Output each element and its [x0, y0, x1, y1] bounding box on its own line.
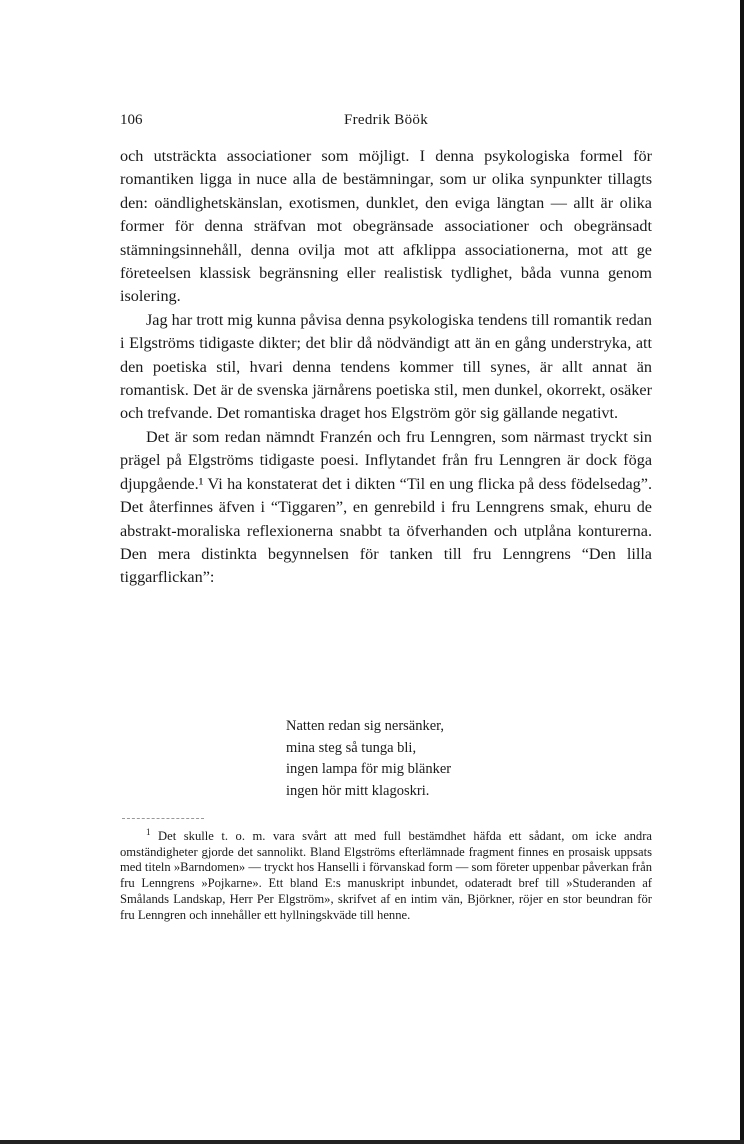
- running-head: Fredrik Böök: [343, 112, 428, 128]
- poem-line: Natten redan sig nersänker,: [286, 718, 445, 734]
- page-number: 106: [120, 112, 143, 128]
- page-bottom-edge: [0, 1140, 744, 1144]
- body-text: [120, 145, 652, 590]
- poem-line: mina steg så tunga bli,: [286, 739, 417, 756]
- poem-quote: [286, 716, 546, 802]
- paragraph: och utsträckta associationer som möjligt. I denna psykologiska formel för romantiken ligga in nuce alla de bestämningar, som ur olika synpunkter tillagts den: oändlighetskänslan, exotismen, dunklet, den eviga längtan — allt är olika former för denna sträfvan mot obegränsade associationer och obegränsadt stämningsinnehåll, denna ovilja mot att afklippa associationerna, mot att ge företeelsen klassisk begränsning eller realistisk tydlighet, båda vunna genom isolering.: [120, 147, 652, 306]
- footnote: [120, 826, 652, 923]
- paragraph: Jag har trott mig kunna påvisa denna psykologiska tendens till romantik redan i Elgströms tidigaste dikter; det blir då nödvändigt att än en gång understryka, att den poetiska stil, hvari denna tendens kommer till synes, är allt annat än romantisk. Det är de svenska järnårens poetiska stil, men dunkel, okorrekt, osäker och trefvande. Det romantiska draget hos Elgström gör sig gällande negativt.: [120, 310, 652, 423]
- footnote-divider: [122, 818, 204, 819]
- poem-line: ingen lampa för mig blänker: [286, 761, 452, 777]
- footnote-marker: 1: [146, 826, 151, 837]
- footnote-text: Det skulle t. o. m. vara svårt att med full bestämdhet häfda ett sådant, om icke andra omständigheter gjorde det sannolikt. Bland Elgströms efterlämnade fragment finnes en prosaisk uppsats med titeln »Barndomen» — tryckt hos Hanselli i förvanskad form — som företer uppenbar påverkan från fru Lenngrens »Pojkarne». Ett bland E:s manuskript inbundet, odateradt bref till »Studeranden af Smålands Landskap, Herr Per Elgström», skrifvet af en intim vän, Björkner, röjer en stor beundran för fru Lenngren och innehåller ett hyllningskväde till henne.: [120, 829, 652, 922]
- page-right-edge: [740, 0, 744, 1144]
- poem-line: ingen hör mitt klagoskri.: [286, 782, 430, 799]
- paragraph: Det är som redan nämndt Franzén och fru Lenngren, som närmast tryckt sin prägel på Elgströms tidigaste poesi. Inflytandet från fru Lenngren är dock föga djupgående.¹ Vi ha konstaterat det i dikten “Til en ung flicka på dess födelsedag”. Det återfinnes äfven i “Tiggaren”, en genrebild i fru Lenngrens smak, ehuru de abstrakt-moraliska reflexionerna snabbt ta öfverhanden och utplåna konturerna. Den mera distinkta begynnelsen för tanken till fru Lenngrens “Den lilla tiggarflickan”:: [120, 427, 652, 587]
- page-header: [120, 112, 652, 132]
